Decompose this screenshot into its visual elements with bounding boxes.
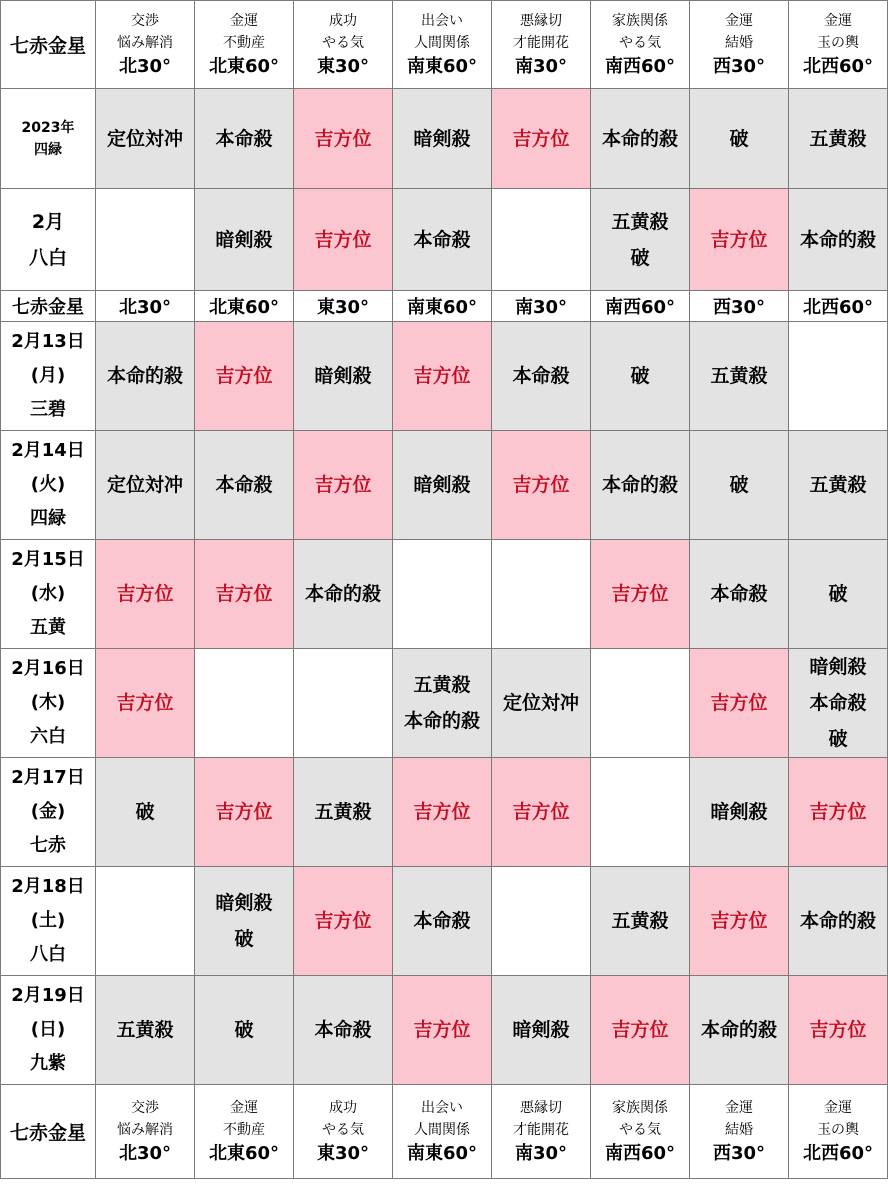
- direction-header-cell: [294, 1, 393, 89]
- direction-header-cell: [492, 1, 591, 89]
- day-label-cell: [1, 649, 96, 758]
- fortune-text: 五黄殺: [611, 910, 669, 932]
- day-star: 七赤: [30, 835, 66, 856]
- day-star: 六白: [30, 726, 66, 747]
- fortune-text: 吉方位: [413, 1019, 471, 1041]
- fortune-text: 本命的殺: [700, 1019, 777, 1041]
- fortune-text: 本命的殺: [304, 583, 381, 605]
- lucky-direction-cell: [690, 649, 789, 758]
- theme-label-2: 人間関係: [414, 1121, 470, 1138]
- theme-label-1: 出会い: [421, 12, 463, 29]
- fortune-text: 本命的殺: [799, 910, 876, 932]
- theme-label-1: 金運: [230, 1099, 258, 1116]
- fortune-cell: [789, 540, 888, 649]
- direction-header-cell: [294, 1085, 393, 1179]
- fortune-text: 暗剣殺: [512, 1019, 570, 1041]
- fortune-cell: [393, 867, 492, 976]
- fortune-cell: [789, 322, 888, 431]
- fortune-cell: [591, 189, 690, 291]
- lucky-direction-cell: [96, 649, 195, 758]
- theme-label-1: 家族関係: [612, 12, 668, 29]
- fortune-cell: [294, 322, 393, 431]
- lucky-direction-cell: [393, 976, 492, 1085]
- fortune-text: 本命殺: [413, 228, 471, 251]
- direction-header-cell: [96, 1, 195, 89]
- fortune-text: 定位対冲: [502, 692, 579, 714]
- fortune-cell: [393, 89, 492, 189]
- direction-header-cell: [393, 1, 492, 89]
- fortune-cell: [294, 758, 393, 867]
- day-label-cell: [1, 867, 96, 976]
- fortune-text: 吉方位: [512, 801, 570, 823]
- day-label-cell: [1, 758, 96, 867]
- fortune-cell: [690, 540, 789, 649]
- fortune-text: 五黄殺 破: [611, 210, 669, 269]
- fortune-cell: [591, 867, 690, 976]
- fortune-cell: [492, 976, 591, 1085]
- theme-label-1: 出会い: [421, 1099, 463, 1116]
- lucky-direction-cell: [294, 867, 393, 976]
- fortune-cell: [96, 431, 195, 540]
- fortune-cell: [492, 540, 591, 649]
- direction-header-cell: [591, 1, 690, 89]
- fortune-text: 本命殺: [710, 583, 768, 605]
- day-row: [1, 976, 888, 1085]
- day-weekday: (金): [30, 801, 66, 822]
- year-star: 四緑: [34, 141, 62, 158]
- fortune-cell: [96, 867, 195, 976]
- lucky-direction-cell: [492, 431, 591, 540]
- direction-header-cell: [690, 1085, 789, 1179]
- fortune-text: 本命的殺: [601, 474, 678, 496]
- fortune-cell: [789, 867, 888, 976]
- fortune-cell: [591, 649, 690, 758]
- fortune-text: 本命的殺: [601, 127, 678, 150]
- fortune-text: 五黄殺: [710, 365, 768, 387]
- day-star: 三碧: [30, 399, 66, 420]
- fortune-cell: [591, 89, 690, 189]
- direction-header-cell: [195, 1085, 294, 1179]
- direction-label: 南30°: [492, 291, 591, 322]
- theme-label-2: やる気: [322, 34, 364, 51]
- day-star: 八白: [30, 944, 66, 965]
- fortune-text: 本命的殺: [799, 228, 876, 251]
- direction-label: 西30°: [712, 1142, 766, 1164]
- theme-label-1: 金運: [725, 1099, 753, 1116]
- lucky-direction-cell: [492, 89, 591, 189]
- direction-label: 南西60°: [604, 1142, 676, 1164]
- fortune-text: 本命殺: [512, 365, 570, 387]
- direction-label: 北西60°: [802, 1142, 874, 1164]
- fortune-text: 吉方位: [314, 910, 372, 932]
- theme-label-1: 成功: [329, 12, 357, 29]
- fortune-text: 吉方位: [611, 583, 669, 605]
- day-row: [1, 867, 888, 976]
- lucky-direction-cell: [789, 976, 888, 1085]
- fortune-text: 暗剣殺 本命殺 破: [809, 656, 867, 750]
- fortune-cell: [393, 189, 492, 291]
- main-star-label: 七赤金星: [1, 1085, 96, 1179]
- fortune-text: 破: [729, 127, 749, 150]
- fortune-cell: [195, 431, 294, 540]
- fortune-text: 吉方位: [314, 474, 372, 496]
- fortune-text: 吉方位: [413, 801, 471, 823]
- fortune-cell: [393, 649, 492, 758]
- theme-label-2: 人間関係: [414, 34, 470, 51]
- direction-label: 西30°: [690, 291, 789, 322]
- day-date: 2月19日: [11, 985, 85, 1006]
- direction-label: 西30°: [712, 55, 766, 77]
- fortune-cell: [393, 431, 492, 540]
- fortune-text: 暗剣殺: [413, 127, 471, 150]
- fortune-cell: [690, 758, 789, 867]
- lucky-direction-cell: [195, 758, 294, 867]
- theme-label-1: 金運: [230, 12, 258, 29]
- theme-label-1: 交渉: [131, 12, 159, 29]
- fortune-cell: [96, 322, 195, 431]
- fortune-text: 暗剣殺: [413, 474, 471, 496]
- fortune-text: 吉方位: [710, 692, 768, 714]
- direction-label: 東30°: [294, 291, 393, 322]
- theme-label-2: 不動産: [223, 1121, 265, 1138]
- fortune-text: 吉方位: [710, 228, 768, 251]
- fortune-text: 吉方位: [512, 474, 570, 496]
- main-star-label: 七赤金星: [1, 291, 96, 322]
- day-weekday: (月): [30, 365, 66, 386]
- direction-header-cell: [789, 1, 888, 89]
- fortune-cell: [690, 322, 789, 431]
- fortune-cell: [789, 189, 888, 291]
- lucky-direction-cell: [492, 758, 591, 867]
- fortune-text: 定位対冲: [106, 474, 183, 496]
- day-star: 五黄: [30, 617, 66, 638]
- fortune-text: 吉方位: [116, 692, 174, 714]
- day-date: 2月14日: [11, 440, 85, 461]
- day-label-cell: [1, 540, 96, 649]
- fortune-text: 本命殺: [413, 910, 471, 932]
- theme-label-1: 悪縁切: [520, 12, 562, 29]
- day-date: 2月18日: [11, 876, 85, 897]
- theme-label-1: 家族関係: [612, 1099, 668, 1116]
- fortune-cell: [492, 322, 591, 431]
- day-date: 2月16日: [11, 658, 85, 679]
- fortune-cell: [789, 431, 888, 540]
- year-label: 2023年: [21, 119, 75, 136]
- theme-label-2: やる気: [322, 1121, 364, 1138]
- fortune-cell: [690, 89, 789, 189]
- month-label-cell: [1, 189, 96, 291]
- month-label: 2月: [31, 210, 65, 233]
- direction-header-cell: [393, 1085, 492, 1179]
- header-row: [1, 1, 888, 89]
- fortune-text: 本命殺: [215, 474, 273, 496]
- fortune-text: 吉方位: [512, 127, 570, 150]
- direction-header-cell: [96, 1085, 195, 1179]
- lucky-direction-cell: [591, 976, 690, 1085]
- direction-label: 北西60°: [789, 291, 888, 322]
- lucky-direction-cell: [294, 189, 393, 291]
- year-row: [1, 89, 888, 189]
- fortune-cell: [96, 189, 195, 291]
- fortune-text: 破: [135, 801, 155, 823]
- fortune-text: 暗剣殺: [710, 801, 768, 823]
- fortune-text: 吉方位: [710, 910, 768, 932]
- fortune-text: 吉方位: [809, 1019, 867, 1041]
- fortune-text: 暗剣殺: [314, 365, 372, 387]
- fortune-text: 吉方位: [116, 583, 174, 605]
- fortune-text: 吉方位: [215, 365, 273, 387]
- theme-label-2: 玉の輿: [817, 1121, 859, 1138]
- day-star: 九紫: [30, 1053, 66, 1074]
- fortune-text: 本命殺: [215, 127, 273, 150]
- lucky-direction-cell: [195, 322, 294, 431]
- fortune-cell: [195, 189, 294, 291]
- day-date: 2月17日: [11, 767, 85, 788]
- fortune-cell: [591, 431, 690, 540]
- direction-header-cell: [591, 1085, 690, 1179]
- direction-label: 北30°: [118, 1142, 172, 1164]
- fortune-cell: [690, 431, 789, 540]
- theme-label-1: 成功: [329, 1099, 357, 1116]
- month-row: [1, 189, 888, 291]
- theme-label-1: 金運: [824, 1099, 852, 1116]
- fortune-text: 吉方位: [215, 583, 273, 605]
- direction-header-cell: [690, 1, 789, 89]
- theme-label-1: 金運: [725, 12, 753, 29]
- theme-label-2: 玉の輿: [817, 34, 859, 51]
- fortune-text: 吉方位: [611, 1019, 669, 1041]
- header-row: [1, 1085, 888, 1179]
- day-row: [1, 540, 888, 649]
- day-weekday: (土): [30, 910, 66, 931]
- fortune-text: 吉方位: [413, 365, 471, 387]
- fortune-text: 破: [234, 1019, 254, 1041]
- fortune-cell: [294, 649, 393, 758]
- fortune-cell: [294, 540, 393, 649]
- direction-label: 北30°: [96, 291, 195, 322]
- direction-label: 南30°: [514, 1142, 568, 1164]
- fortune-cell: [492, 189, 591, 291]
- theme-label-2: 悩み解消: [117, 34, 173, 51]
- lucky-direction-cell: [195, 540, 294, 649]
- day-row: [1, 431, 888, 540]
- fortune-text: 五黄殺: [116, 1019, 174, 1041]
- direction-label: 南東60°: [406, 55, 478, 77]
- fortune-cell: [591, 758, 690, 867]
- fortune-cell: [96, 89, 195, 189]
- fortune-text: 本命殺: [314, 1019, 372, 1041]
- fortune-cell: [492, 649, 591, 758]
- fortune-text: 五黄殺 本命的殺: [403, 674, 480, 732]
- day-label-cell: [1, 322, 96, 431]
- day-star: 四緑: [30, 508, 66, 529]
- fortune-text: 暗剣殺 破: [215, 892, 273, 950]
- lucky-direction-cell: [96, 540, 195, 649]
- direction-header-cell: [789, 1085, 888, 1179]
- theme-label-2: やる気: [619, 34, 661, 51]
- lucky-direction-cell: [789, 758, 888, 867]
- fortune-text: 定位対冲: [106, 127, 183, 150]
- direction-label: 北東60°: [195, 291, 294, 322]
- theme-label-2: 才能開花: [513, 34, 569, 51]
- theme-label-2: 結婚: [725, 34, 753, 51]
- direction-label: 北30°: [118, 55, 172, 77]
- direction-row: [1, 291, 888, 322]
- lucky-direction-cell: [591, 540, 690, 649]
- theme-label-2: 結婚: [725, 1121, 753, 1138]
- fortune-text: 吉方位: [314, 127, 372, 150]
- fortune-cell: [591, 322, 690, 431]
- fortune-cell: [195, 976, 294, 1085]
- main-star-label: 七赤金星: [1, 1, 96, 89]
- fortune-cell: [690, 976, 789, 1085]
- fortune-cell: [195, 649, 294, 758]
- fortune-cell: [294, 976, 393, 1085]
- fortune-text: 五黄殺: [809, 474, 867, 496]
- day-weekday: (木): [30, 692, 66, 713]
- lucky-direction-cell: [294, 89, 393, 189]
- theme-label-2: 悩み解消: [117, 1121, 173, 1138]
- lucky-direction-cell: [690, 867, 789, 976]
- fortune-text: 破: [828, 583, 848, 605]
- day-weekday: (水): [30, 583, 66, 604]
- fortune-cell: [393, 540, 492, 649]
- fortune-text: 暗剣殺: [215, 228, 273, 251]
- direction-header-cell: [492, 1085, 591, 1179]
- theme-label-1: 交渉: [131, 1099, 159, 1116]
- day-row: [1, 322, 888, 431]
- fortune-cell: [195, 867, 294, 976]
- year-label-cell: [1, 89, 96, 189]
- theme-label-2: 不動産: [223, 34, 265, 51]
- lucky-direction-cell: [393, 322, 492, 431]
- fortune-text: 吉方位: [215, 801, 273, 823]
- direction-label: 南東60°: [406, 1142, 478, 1164]
- day-weekday: (火): [30, 474, 66, 495]
- direction-label: 東30°: [316, 55, 370, 77]
- month-star: 八白: [28, 246, 67, 269]
- fortune-cell: [96, 758, 195, 867]
- direction-label: 南30°: [514, 55, 568, 77]
- fortune-text: 破: [630, 365, 650, 387]
- fortune-cell: [96, 976, 195, 1085]
- lucky-direction-cell: [393, 758, 492, 867]
- theme-label-2: 才能開花: [513, 1121, 569, 1138]
- direction-label: 北東60°: [208, 1142, 280, 1164]
- day-label-cell: [1, 976, 96, 1085]
- day-date: 2月13日: [11, 331, 85, 352]
- fortune-cell: [195, 89, 294, 189]
- day-date: 2月15日: [11, 549, 85, 570]
- direction-label: 東30°: [316, 1142, 370, 1164]
- direction-label: 北西60°: [802, 55, 874, 77]
- theme-label-1: 金運: [824, 12, 852, 29]
- fortune-text: 吉方位: [314, 228, 372, 251]
- fortune-cell: [789, 649, 888, 758]
- direction-label: 南東60°: [393, 291, 492, 322]
- fortune-cell: [789, 89, 888, 189]
- direction-label: 南西60°: [604, 55, 676, 77]
- theme-label-1: 悪縁切: [520, 1099, 562, 1116]
- lucky-direction-cell: [690, 189, 789, 291]
- fortune-text: 五黄殺: [809, 127, 867, 150]
- day-row: [1, 649, 888, 758]
- lucky-direction-cell: [294, 431, 393, 540]
- day-label-cell: [1, 431, 96, 540]
- fortune-text: 本命的殺: [106, 365, 183, 387]
- day-weekday: (日): [30, 1019, 66, 1040]
- day-row: [1, 758, 888, 867]
- fortune-cell: [492, 867, 591, 976]
- direction-label: 南西60°: [591, 291, 690, 322]
- direction-header-cell: [195, 1, 294, 89]
- direction-label: 北東60°: [208, 55, 280, 77]
- fortune-text: 五黄殺: [314, 801, 372, 823]
- fortune-text: 破: [729, 474, 749, 496]
- fortune-text: 吉方位: [809, 801, 867, 823]
- theme-label-2: やる気: [619, 1121, 661, 1138]
